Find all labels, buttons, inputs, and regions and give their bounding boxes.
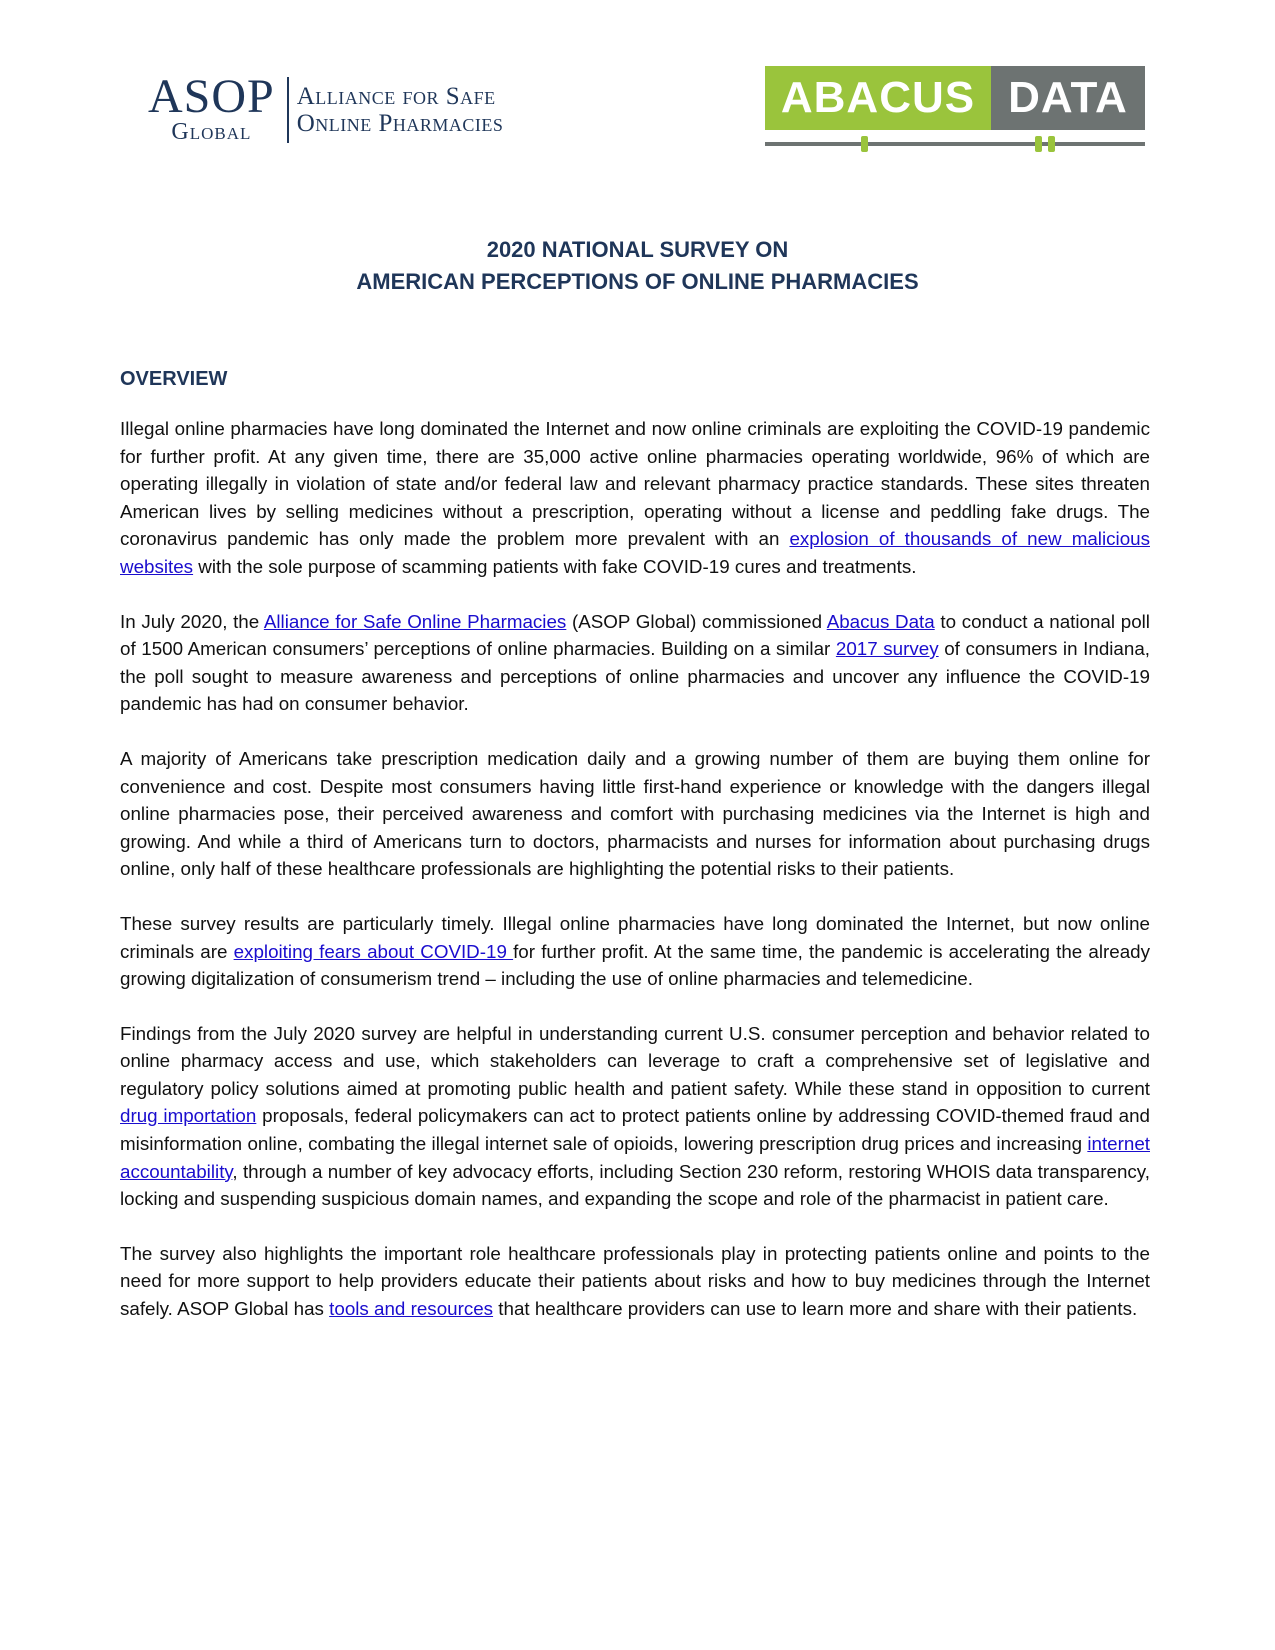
title-line-1: 2020 NATIONAL SURVEY ON — [486, 237, 789, 262]
abacus-logo-bar — [765, 66, 1145, 130]
paragraph-6 — [120, 1240, 1150, 1323]
asop-logo-mark-small: Global — [171, 119, 252, 145]
document-title — [0, 234, 1275, 298]
abacus-data-logo — [765, 66, 1145, 156]
paragraph-2 — [120, 608, 1150, 718]
link-malicious-websites[interactable]: explosion of thousands of new malicious websites — [120, 528, 1150, 577]
p2-text-c: to conduct a national poll of 1500 American consumers’ perceptions of online pharmacies. Building on a similar — [120, 610, 1150, 660]
p2-text-d: of consumers in Indiana, the poll sought to measure awareness and perceptions of online pharmacies and uncover any influence the COVID-19 pandemic has had on consumer behavior. — [120, 638, 1150, 715]
link-exploiting-fears[interactable]: exploiting fears about COVID-19 — [233, 940, 514, 962]
p5-text-c: , through a number of key advocacy efforts, including Section 230 reform, restoring WHOIS data transparency, locking and suspending suspicious domain names, and expanding the scope and role of the pharmacist in patient care. — [120, 1160, 1150, 1210]
asop-logo-divider — [287, 77, 289, 143]
abacus-rule-bead — [1035, 136, 1042, 152]
asop-global-logo — [148, 70, 504, 146]
overview-heading: OVERVIEW — [120, 368, 228, 390]
paragraph-4 — [120, 910, 1150, 993]
asop-logo-mark — [148, 70, 275, 145]
abacus-rule-bead — [861, 136, 868, 152]
link-2017-survey[interactable]: 2017 survey — [835, 638, 939, 660]
paragraph-3: A majority of Americans take prescription medication daily and a growing number of them are buying them online for convenience and cost. Despite most consumers having little first-hand experience or knowledge with the dangers illegal online pharmacies pose, their perceived awareness and comfort with purchasing medicines via the Internet is high and growing. And while a third of Americans turn to doctors, pharmacists and nurses for information about purchasing drugs online, only half of these healthcare professionals are highlighting the potential risks to their patients. — [120, 747, 1150, 880]
asop-tagline-line-2: Online Pharmacies — [296, 110, 504, 137]
abacus-logo-rule — [765, 130, 1145, 156]
abacus-logo-word: ABACUS — [765, 66, 991, 130]
p5-text-a: Findings from the July 2020 survey are helpful in understanding current U.S. consumer perception and behavior related to online pharmacy access and use, which stakeholders can leverage to craft a comprehensive set of legislative and regulatory policy solutions aimed at promoting public health and patient safety. While these stand in opposition to current — [120, 1022, 1150, 1099]
p1-text-a: Illegal online pharmacies have long dominated the Internet and now online criminals are exploiting the COVID-19 pandemic for further profit. At any given time, there are 35,000 active online pharmacies operating worldwide, 96% of which are operating illegally in violation of state and/or federal law and relevant pharmacy practice standards. These sites threaten American lives by selling medicines without a prescription, operating without a license and peddling fake drugs. The coronavirus pandemic has only made the problem more prevalent with an — [120, 418, 1150, 550]
p6-text-a: The survey also highlights the important role healthcare professionals play in protecting patients online and points to the need for more support to help providers educate their patients about risks and how to buy medicines through the Internet safely. ASOP Global has — [120, 1242, 1150, 1320]
p2-text-b: (ASOP Global) commissioned — [566, 610, 827, 632]
asop-logo-mark-big: ASOP — [148, 70, 275, 123]
asop-logo-tagline — [297, 83, 504, 137]
link-asop-global[interactable]: Alliance for Safe Online Pharmacies — [263, 610, 567, 632]
abacus-rule-bead — [1048, 136, 1055, 152]
paragraph-5 — [120, 1020, 1150, 1213]
p2-text-a: In July 2020, the — [120, 610, 264, 632]
p4-text-a: These survey results are particularly timely. Illegal online pharmacies have long dominated the Internet, but now online criminals are — [120, 912, 1150, 962]
p4-text-b: for further profit. At the same time, the pandemic is accelerating the already growing digitalization of consumerism trend – including the use of online pharmacies and telemedicine. — [120, 940, 1151, 990]
link-abacus-data[interactable]: Abacus Data — [826, 610, 935, 632]
abacus-rule-line — [765, 142, 1145, 146]
link-drug-importation[interactable]: drug importation — [120, 1105, 257, 1127]
p5-text-b: proposals, federal policymakers can act to protect patients online by addressing COVID-themed fraud and misinformation online, combating the illegal internet sale of opioids, lowering prescription drug prices and increasing — [120, 1105, 1151, 1155]
link-internet-accountability[interactable]: internet accountability — [120, 1133, 1150, 1182]
paragraph-1 — [120, 415, 1150, 581]
link-tools-and-resources[interactable]: tools and resources — [329, 1298, 494, 1320]
data-logo-word: DATA — [991, 66, 1145, 130]
title-line-2: AMERICAN PERCEPTIONS OF ONLINE PHARMACIES — [356, 269, 919, 294]
asop-tagline-line-1: Alliance for Safe — [296, 83, 496, 110]
p1-text-b: with the sole purpose of scamming patients with fake COVID-19 cures and treatments. — [193, 555, 917, 577]
p6-text-b: that healthcare providers can use to learn more and share with their patients. — [493, 1298, 1138, 1320]
document-body — [120, 365, 1150, 1350]
